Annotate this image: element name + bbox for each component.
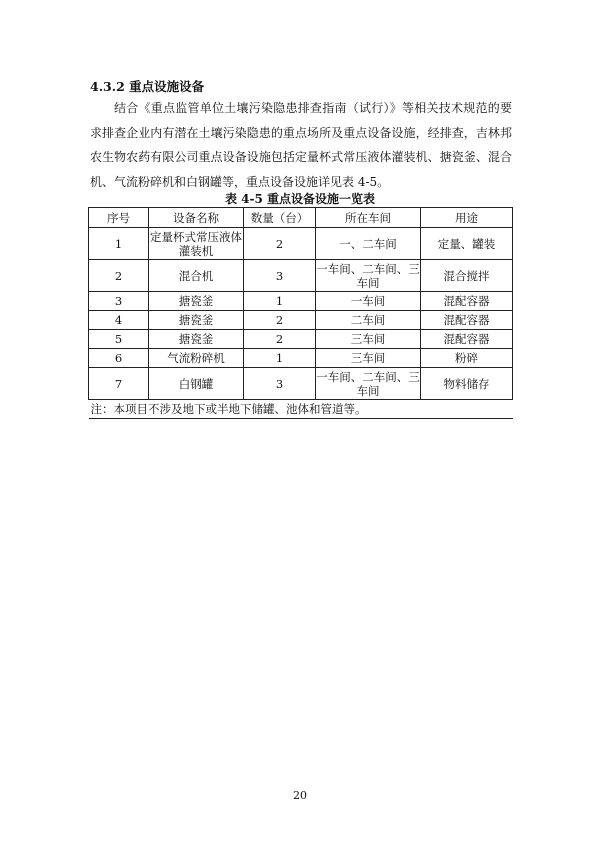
equipment-table (88, 207, 513, 419)
header-equipment-name: 设备名称 (149, 208, 244, 228)
table-row (89, 260, 513, 292)
cell-purpose: 混配容器 (421, 330, 513, 349)
cell-workshop: 二车间 (316, 311, 421, 330)
cell-quantity: 2 (244, 311, 316, 330)
header-index: 序号 (89, 208, 149, 228)
cell-equipment-name: 混合机 (149, 260, 244, 292)
table-row (89, 368, 513, 400)
table-note: 注：本项目不涉及地下或半地下储罐、池体和管道等。 (89, 400, 513, 419)
cell-equipment-name: 搪瓷釜 (149, 330, 244, 349)
cell-purpose: 定量、罐装 (421, 228, 513, 260)
table-note-row (89, 400, 513, 419)
table-caption: 表 4-5 重点设备设施一览表 (224, 192, 376, 206)
cell-equipment-name: 定量杯式常压液体灌装机 (150, 229, 242, 258)
header-workshop: 所在车间 (316, 208, 421, 228)
cell-workshop: 一车间、二车间、三车间 (316, 369, 420, 398)
cell-index: 7 (89, 368, 149, 400)
cell-equipment-name: 气流粉碎机 (149, 349, 244, 368)
cell-workshop: 一车间、二车间、三车间 (316, 261, 420, 290)
cell-index: 4 (89, 311, 149, 330)
cell-index: 3 (89, 292, 149, 311)
cell-purpose: 粉碎 (421, 349, 513, 368)
cell-index: 2 (89, 260, 149, 292)
cell-workshop: 一车间 (316, 292, 421, 311)
cell-index: 1 (89, 228, 149, 260)
cell-purpose: 物料储存 (421, 368, 513, 400)
cell-index: 5 (89, 330, 149, 349)
cell-equipment-name: 白钢罐 (149, 368, 244, 400)
table-row (89, 292, 513, 311)
cell-quantity: 1 (244, 292, 316, 311)
cell-quantity: 1 (244, 349, 316, 368)
cell-purpose: 混合搅拌 (421, 260, 513, 292)
cell-quantity: 3 (244, 260, 316, 292)
cell-quantity: 2 (244, 330, 316, 349)
table-header-row (89, 208, 513, 228)
cell-purpose: 混配容器 (421, 292, 513, 311)
table-row (89, 349, 513, 368)
header-purpose: 用途 (421, 208, 513, 228)
table-row (89, 228, 513, 260)
section-paragraph: 结合《重点监管单位土壤污染隐患排查指南（试行）》等相关技术规范的要求排查企业内有潜在土壤污染隐患的重点场所及重点设备设施，经排查，吉林邦农生物农药有限公司重点设备设施包括定量杯式常压液体灌装机、搪瓷釜、混合机、气流粉碎机和白钢罐等，重点设备设施详见表 4-5。 (90, 101, 512, 189)
header-quantity: 数量（台） (244, 208, 316, 228)
page-number: 20 (293, 789, 307, 802)
cell-equipment-name: 搪瓷釜 (149, 311, 244, 330)
cell-workshop: 三车间 (316, 349, 421, 368)
table-row (89, 330, 513, 349)
cell-index: 6 (89, 349, 149, 368)
table-row (89, 311, 513, 330)
cell-quantity: 2 (244, 228, 316, 260)
cell-equipment-name: 搪瓷釜 (149, 292, 244, 311)
section-heading: 4.3.2 重点设施设备 (90, 79, 205, 94)
cell-workshop: 三车间 (316, 330, 421, 349)
cell-purpose: 混配容器 (421, 311, 513, 330)
cell-quantity: 3 (244, 368, 316, 400)
cell-workshop: 一、二车间 (316, 228, 421, 260)
